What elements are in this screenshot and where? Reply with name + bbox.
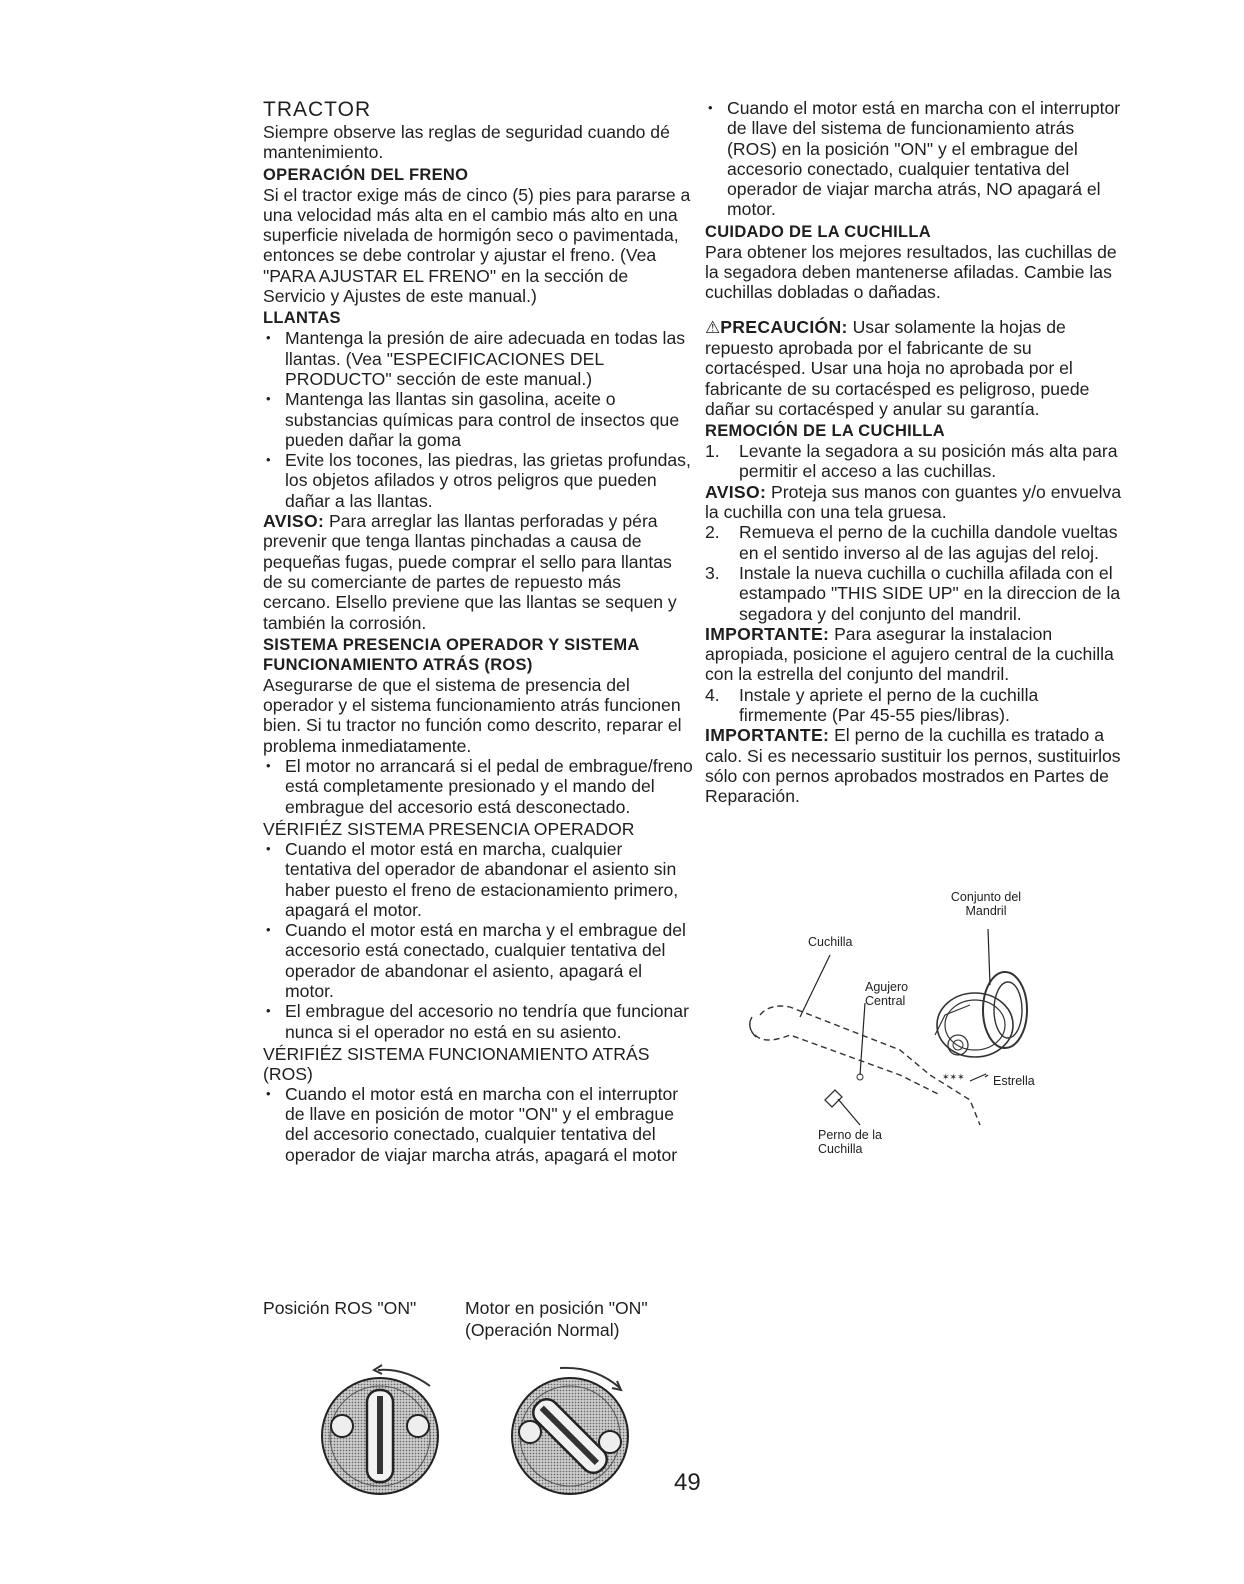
step-number: 3.: [705, 562, 720, 583]
brake-text: Si el tractor exige más de cinco (5) pies para pararse a una velocidad más alta en el cambio más alto en una superficie nivelada de hormigón seco o pavimentada, entonces se debe controlar y ajustar el freno. (Vea "PARA AJUSTAR EL FRENO" en la sección de Servicio y Ajustes de este manual.): [263, 184, 691, 307]
motor-on-key-switch-icon: [490, 1350, 650, 1500]
list-item: • Cuando el motor está en marcha con el interruptor de llave del sistema de funcionamiento atrás (ROS) en la posición "ON" y el embrague del accesorio conectado, cualquier tentativa del operador de viajar marcha atrás, NO apagará el motor.: [705, 98, 1125, 220]
ros-list: [705, 98, 1125, 220]
spindle-assembly-label: Conjunto del Mandril: [950, 890, 1022, 918]
important-label: IMPORTANTE:: [705, 725, 830, 746]
blade-care-heading: CUIDADO DE LA CUCHILLA: [705, 222, 931, 241]
step-number: 1.: [705, 441, 720, 462]
tractor-title: TRACTOR: [263, 98, 372, 121]
svg-text:✶✶✶: ✶✶✶: [942, 1072, 965, 1082]
important-1: [705, 624, 1125, 685]
verify-ros-list: [263, 1084, 693, 1165]
list-item: • Mantenga la presión de aire adecuada en todas las llantas. (Vea "ESPECIFICACIONES DEL PRODUCTO" sección de este manual.): [263, 328, 693, 389]
tires-heading: LLANTAS: [263, 309, 341, 328]
notice-label: AVISO:: [263, 511, 325, 532]
left-column: [263, 98, 693, 1165]
right-column: [705, 98, 1125, 807]
verify-presence-list: [263, 839, 693, 1042]
step-text: Remueva el perno de la cuchilla dandole vueltas en el sentido inverso al de las agujas del reloj.: [739, 522, 1118, 563]
step-text: Instale la nueva cuchilla o cuchilla afilada con el estampado "THIS SIDE UP" en la direccion de la segadora y del conjunto del mandril.: [739, 562, 1121, 624]
caution-text: Usar solamente la hojas de repuesto aprobada por el fabricante de su cortacésped. Usar una hoja no aprobada por el fabricante de su cortacésped es peligroso, puede dañar su cortacésped y anular su garantía.: [705, 316, 1090, 419]
list-item: [705, 441, 1125, 482]
notice-text: Para arreglar las llantas perforadas y péra prevenir que tenga llantas pinchadas a causa de pequeñas fugas, puede comprar el sello para llantas de su comerciante de partes de repuesto más cercano. Elsello previene que las llantas se sequen y también la corrosión.: [263, 511, 677, 633]
caution-label: PRECAUCIÓN:: [720, 316, 848, 337]
star-label: Estrella: [993, 1074, 1035, 1088]
list-item: • El motor no arrancará si el pedal de embrague/freno está completamente presionado y el mando del embrague del accesorio está desconectado.: [263, 756, 693, 817]
step-number: 4.: [705, 684, 720, 705]
verify-presence-heading: VÉRIFIÉZ SISTEMA PRESENCIA OPERADOR: [263, 818, 635, 839]
page-number: 49: [674, 1469, 701, 1496]
notice-text: Proteja sus manos con guantes y/o envuelva la cuchilla con una tela gruesa.: [705, 481, 1122, 523]
removal-steps: [705, 441, 1125, 482]
list-item: • Cuando el motor está en marcha, cualquier tentativa del operador de abandonar el asiento sin haber puesto el freno de estacionamiento primero, apagará el motor.: [263, 839, 693, 920]
tires-notice: [263, 511, 693, 633]
list-item: • Evite los tocones, las piedras, las grietas profundas, los objetos afilados y otros peligros que pueden dañar a las llantas.: [263, 450, 693, 511]
list-item: • Cuando el motor está en marcha con el interruptor de llave en posición de motor "ON" y el embrague del accesorio conectado, cualquier tentativa del operador de viajar marcha atrás, apagará el motor: [263, 1084, 693, 1165]
list-item: • Cuando el motor está en marcha y el embrague del accesorio está conectado, cualquier tentativa del operador de abandonar el asiento, apagará el motor.: [263, 920, 693, 1001]
blade-removal-heading: REMOCIÓN DE LA CUCHILLA: [705, 422, 946, 441]
blade-care-text: Para obtener los mejores resultados, las cuchillas de la segadora deben mantenerse afiladas. Cambie las cuchillas dobladas o dañadas.: [705, 241, 1117, 303]
list-item: [705, 522, 1125, 563]
verify-ros-heading: VÉRIFIÉZ SISTEMA FUNCIONAMIENTO ATRÁS (ROS): [263, 1043, 650, 1084]
removal-steps-cont: [705, 522, 1125, 623]
removal-steps-final: [705, 685, 1125, 726]
step-number: 2.: [705, 522, 720, 543]
warning-triangle-icon: ⚠: [705, 317, 721, 337]
step-text: Instale y apriete el perno de la cuchilla firmemente (Par 45-55 pies/libras).: [739, 684, 1039, 726]
removal-notice: [705, 482, 1125, 523]
ros-on-key-switch-icon: [300, 1350, 460, 1500]
system-list: [263, 756, 693, 817]
brake-heading: OPERACIÓN DEL FRENO: [263, 165, 469, 184]
list-item: [705, 563, 1125, 624]
important-2: [705, 725, 1125, 806]
system-heading: SISTEMA PRESENCIA OPERADOR Y SISTEMA FUNCIONAMIENTO ATRÁS (ROS): [263, 635, 639, 674]
notice-label: AVISO:: [705, 481, 767, 502]
caution-block: [705, 317, 1125, 419]
important-text: El perno de la cuchilla es tratado a calo. Si es necessario sustituir los pernos, sustituirlos sólo con pernos aprobados mostrados en Partes de Reparación.: [705, 725, 1121, 807]
list-item: • El embrague del accesorio no tendría que funcionar nunca si el operador no está en su asiento.: [263, 1001, 693, 1042]
tractor-intro: Siempre observe las reglas de seguridad cuando dé mantenimiento.: [263, 122, 670, 163]
important-label: IMPORTANTE:: [705, 623, 830, 644]
blade-bolt-label: Perno de la Cuchilla: [818, 1128, 882, 1156]
list-item: [705, 685, 1125, 726]
tires-list: [263, 328, 693, 511]
center-hole-label: Agujero Central: [865, 980, 909, 1008]
step-text: Levante la segadora a su posición más alta para permitir el acceso a las cuchillas.: [739, 441, 1118, 482]
blade-label: Cuchilla: [808, 935, 853, 949]
system-text: Asegurarse de que el sistema de presencia del operador y el sistema funcionamiento atrás funcionen bien. Si tu tractor no función como descrito, reparar el problema inmediatamente.: [263, 674, 682, 756]
blade-assembly-diagram: [730, 885, 1090, 1165]
motor-on-label: Motor en posición "ON" (Operación Normal): [465, 1298, 648, 1340]
ros-on-label: Posición ROS "ON": [263, 1298, 417, 1318]
list-item: • Mantenga las llantas sin gasolina, aceite o substancias químicas para control de insectos que pueden dañar la goma: [263, 389, 693, 450]
important-text: Para asegurar la instalacion apropiada, posicione el agujero central de la cuchilla con la estrella del conjunto del mandril.: [705, 623, 1114, 685]
